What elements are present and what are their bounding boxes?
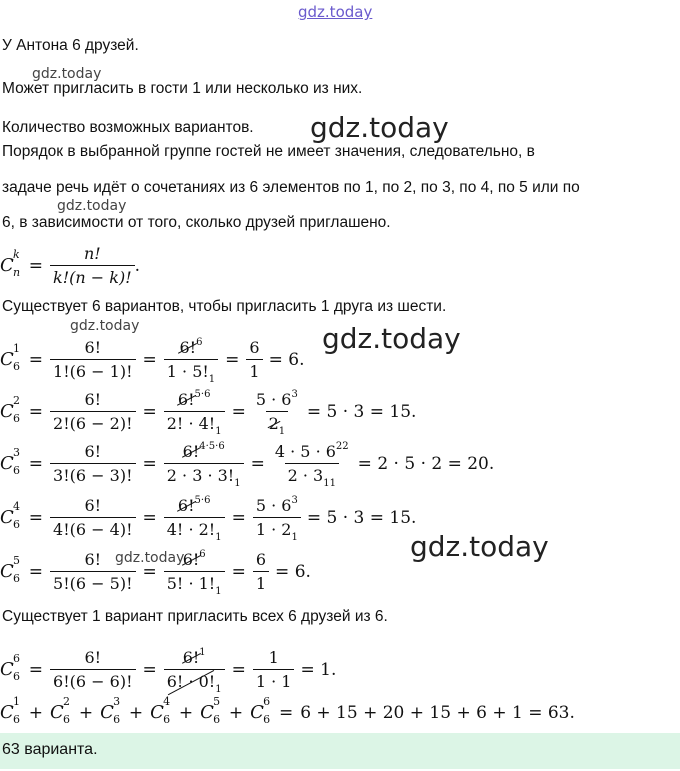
watermark-big: gdz.today (410, 530, 549, 563)
watermark-small: gdz.today (32, 66, 102, 82)
calc-row-5: C 5 6 = $\frac{6!}{5!(6 - 5)!}$ = $\frac{6!^6}{5! \cdot 1!_1}$ = $\frac{6}{1}$ = 6. (0, 549, 311, 597)
sum-row: C 1 6 + C 2 6 + C 3 6 + C 4 6 + C 5 6 + C 6 6 = 6 + 15 + 20 + 15 + 6 + 1 = 63. (0, 695, 575, 726)
text-line: У Антона 6 друзей. (2, 37, 139, 54)
text-line: 6, в зависимости от того, сколько друзей приглашено. (2, 214, 391, 231)
text-line: задаче речь идёт о сочетаниях из 6 элементов по 1, по 2, по 3, по 4, по 5 или по (2, 179, 580, 196)
watermark-small: gdz.today (115, 550, 185, 566)
text-line: Количество возможных вариантов. (2, 119, 254, 136)
watermark-small: gdz.today (70, 318, 140, 334)
sum-values: 6 + 15 + 20 + 15 + 6 + 1 = 63. (300, 702, 575, 723)
watermark-big: gdz.today (322, 322, 461, 355)
watermark-top: gdz.today (298, 3, 373, 21)
calc-row-1: C 1 6 = $\frac{6!}{1!(6 - 1)!}$ = $\frac{6!^6}{1 \cdot 5!_1}$ = $\frac{6}{1}$ = 6. (0, 337, 305, 385)
calc-row-2: C 2 6 = $\frac{6!}{2!(6 - 2)!}$ = $\frac{6!^{5\cdot 6}}{2! \cdot 4!_1}$ = $\frac{5 \cdot 6^3}{2_1}$ = 5 · 3 = 15. (0, 389, 417, 437)
text-line: Существует 1 вариант пригласить всех 6 друзей из 6. (2, 608, 388, 625)
calc-row-6: C 6 6 = $\frac{6!}{6!(6 - 6)!}$ = $\frac{6!^1}{6! \cdot 0!_1}$ = $\frac{1}{1 \cdot 1}$ = 1. (0, 647, 337, 695)
calc-row-3: C 3 6 = $\frac{6!}{3!(6 - 3)!}$ = $\frac{6!^{4\cdot 5\cdot 6}}{2 \cdot 3 \cdot 3!_1}$ = $\frac{4 \cdot 5 \cdot 6^{22}}{2 \cdot 3_{11}}$ = 2 · 5 · 2 = 20. (0, 441, 495, 489)
watermark-big: gdz.today (310, 111, 449, 144)
text-line: Существует 6 вариантов, чтобы пригласить 1 друга из шести. (2, 298, 447, 315)
answer-box (0, 733, 680, 769)
calc-row-4: C 4 6 = $\frac{6!}{4!(6 - 4)!}$ = $\frac{6!^{5\cdot 6}}{4! \cdot 2!_1}$ = $\frac{5 \cdot 6^3}{1 \cdot 2_1}$ = 5 · 3 = 15. (0, 495, 417, 543)
text-line: Порядок в выбранной группе гостей не имеет значения, следовательно, в (2, 143, 535, 160)
text-line: Может пригласить в гости 1 или несколько из них. (2, 80, 363, 97)
watermark-small: gdz.today (57, 198, 127, 214)
combination-formula: C k n = $\frac{n!}{k!(n - k)!}$ . (0, 244, 141, 287)
answer-text: 63 варианта. (2, 741, 98, 758)
